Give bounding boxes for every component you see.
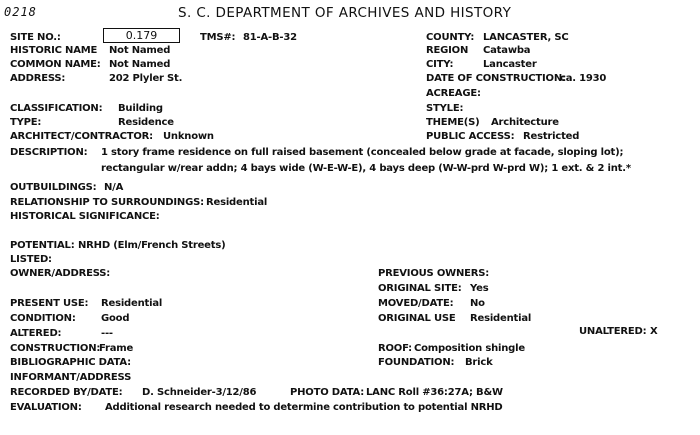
outbuildings-value: N/A bbox=[104, 182, 124, 193]
address-label: ADDRESS: bbox=[10, 73, 66, 84]
page-title: S. C. DEPARTMENT OF ARCHIVES AND HISTORY bbox=[178, 5, 512, 21]
architect-value: Unknown bbox=[163, 131, 214, 142]
date-of-construction-label: DATE OF CONSTRUCTION: bbox=[426, 73, 566, 84]
historic-name-label: HISTORIC NAME bbox=[10, 45, 98, 56]
previous-owners-label: PREVIOUS OWNERS: bbox=[378, 268, 490, 279]
outbuildings-label: OUTBUILDINGS: bbox=[10, 182, 97, 193]
foundation-value: Brick bbox=[465, 357, 493, 368]
photo-data-value: LANC Roll #36:27A; B&W bbox=[366, 387, 503, 398]
roof-label: ROOF: bbox=[378, 343, 412, 354]
description-line-1: 1 story frame residence on full raised basement (concealed below grade at facade, sloping lot); bbox=[101, 147, 624, 158]
recorded-by-label: RECORDED BY/DATE: bbox=[10, 387, 123, 398]
foundation-label: FOUNDATION: bbox=[378, 357, 455, 368]
moved-date-value: No bbox=[470, 298, 485, 309]
county-value: LANCASTER, SC bbox=[483, 32, 569, 43]
common-name-label: COMMON NAME: bbox=[10, 59, 101, 70]
original-use-label: ORIGINAL USE bbox=[378, 313, 456, 324]
roof-value: Composition shingle bbox=[414, 343, 525, 354]
historic-name-value: Not Named bbox=[109, 45, 171, 56]
original-use-value: Residential bbox=[470, 313, 532, 324]
county-label: COUNTY: bbox=[426, 32, 475, 43]
classification-label: CLASSIFICATION: bbox=[10, 103, 103, 114]
altered-label: ALTERED: bbox=[10, 328, 62, 339]
public-access-label: PUBLIC ACCESS: bbox=[426, 131, 515, 142]
site-no-value: 0.179 bbox=[103, 28, 180, 43]
unaltered-label: UNALTERED: bbox=[579, 326, 647, 337]
acreage-label: ACREAGE: bbox=[426, 88, 481, 99]
description-line-2: rectangular w/rear addn; 4 bays wide (W-E-W-E), 4 bays deep (W-W-prd W-prd W); 1 ext. & 2 int.* bbox=[101, 163, 631, 174]
original-site-value: Yes bbox=[470, 283, 489, 294]
region-value: Catawba bbox=[483, 45, 531, 56]
address-value: 202 Plyler St. bbox=[109, 73, 183, 84]
date-of-construction-value: ca. 1930 bbox=[560, 73, 607, 84]
form-number: 0218 bbox=[4, 5, 37, 19]
listed-label: LISTED: bbox=[10, 254, 52, 265]
public-access-value: Restricted bbox=[523, 131, 580, 142]
classification-value: Building bbox=[118, 103, 163, 114]
region-label: REGION bbox=[426, 45, 469, 56]
relationship-value: Residential bbox=[206, 197, 268, 208]
architect-label: ARCHITECT/CONTRACTOR: bbox=[10, 131, 153, 142]
photo-data-label: PHOTO DATA: bbox=[290, 387, 365, 398]
informant-address-label: INFORMANT/ADDRESS bbox=[10, 372, 132, 383]
evaluation-value: Additional research needed to determine contribution to potential NRHD bbox=[105, 402, 503, 413]
tms-label: TMS#: bbox=[200, 32, 236, 43]
city-value: Lancaster bbox=[483, 59, 537, 70]
condition-label: CONDITION: bbox=[10, 313, 76, 324]
present-use-value: Residential bbox=[101, 298, 163, 309]
tms-value: 81-A-B-32 bbox=[243, 32, 297, 43]
original-site-label: ORIGINAL SITE: bbox=[378, 283, 462, 294]
potential-label: POTENTIAL: bbox=[10, 240, 75, 251]
moved-date-label: MOVED/DATE: bbox=[378, 298, 454, 309]
bibliographic-data-label: BIBLIOGRAPHIC DATA: bbox=[10, 357, 131, 368]
historical-significance-label: HISTORICAL SIGNIFICANCE: bbox=[10, 211, 160, 222]
type-value: Residence bbox=[118, 117, 174, 128]
recorded-by-value: D. Schneider-3/12/86 bbox=[142, 387, 257, 398]
owner-address-label: OWNER/ADDRESS: bbox=[10, 268, 111, 279]
city-label: CITY: bbox=[426, 59, 454, 70]
common-name-value: Not Named bbox=[109, 59, 171, 70]
relationship-label: RELATIONSHIP TO SURROUNDINGS: bbox=[10, 197, 204, 208]
construction-label: CONSTRUCTION: bbox=[10, 343, 101, 354]
themes-label: THEME(S) bbox=[426, 117, 480, 128]
condition-value: Good bbox=[101, 313, 130, 324]
site-no-label: SITE NO.: bbox=[10, 32, 61, 43]
evaluation-label: EVALUATION: bbox=[10, 402, 82, 413]
type-label: TYPE: bbox=[10, 117, 42, 128]
potential-value: NRHD (Elm/French Streets) bbox=[78, 240, 226, 251]
construction-value: Frame bbox=[99, 343, 134, 354]
unaltered-value: X bbox=[650, 326, 658, 337]
present-use-label: PRESENT USE: bbox=[10, 298, 89, 309]
style-label: STYLE: bbox=[426, 103, 464, 114]
description-label: DESCRIPTION: bbox=[10, 147, 88, 158]
altered-value: --- bbox=[101, 328, 113, 339]
themes-value: Architecture bbox=[491, 117, 559, 128]
